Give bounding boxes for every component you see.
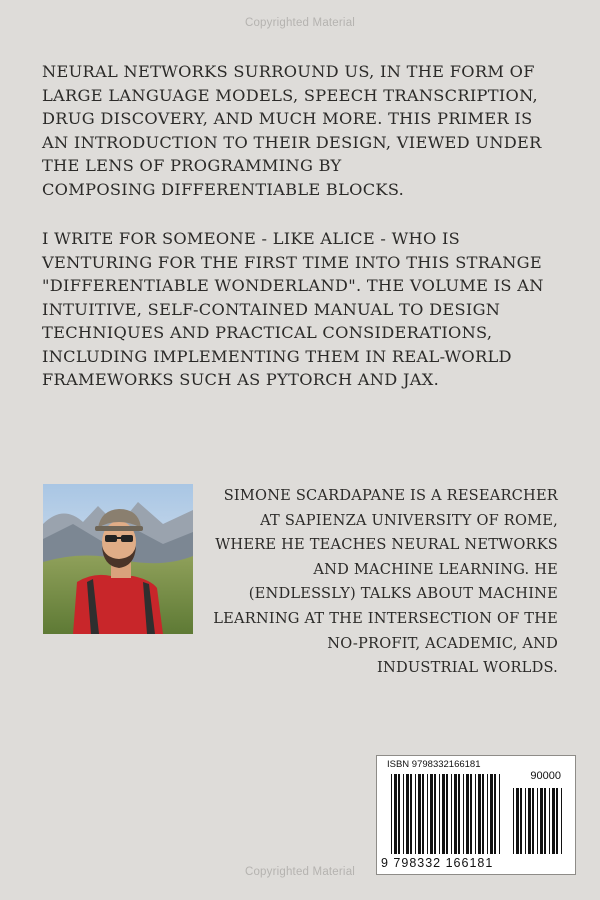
barcode-bar (475, 774, 476, 854)
barcode-bar (478, 774, 481, 854)
barcode-bar (540, 788, 543, 854)
barcode-bar (494, 774, 496, 854)
barcode-bar (490, 774, 493, 854)
barcode-bar (544, 788, 546, 854)
barcode-digits: 9 798332 166181 (381, 856, 494, 870)
isbn-label: ISBN 9798332166181 (387, 759, 481, 770)
author-bio: SIMONE SCARDAPANE IS A RESEARCHER AT SAPIENZA UNIVERSITY OF ROME, WHERE HE TEACHES NEURAL NETWORKS AND MACHINE LEARNING. HE (ENDLESSLY) TALKS ABOUT MACHINE LEARNING AT THE INTERSECTION OF THE NO-PROFIT, ACADEMIC, AND INDUSTRIAL WORLDS. (213, 487, 558, 677)
barcode-bar (487, 774, 488, 854)
barcode-bar (556, 788, 558, 854)
barcode-bar (394, 774, 397, 854)
barcode-bar (410, 774, 412, 854)
barcode-bar (549, 788, 550, 854)
barcode-bar (458, 774, 460, 854)
barcode-bar (422, 774, 424, 854)
barcode-bar (451, 774, 452, 854)
barcode-bar (406, 774, 409, 854)
watermark-bottom: Copyrighted Material (244, 866, 356, 878)
barcode-bar (499, 774, 500, 854)
barcode-bar (439, 774, 440, 854)
blurb-text-1: NEURAL NETWORKS SURROUND US, IN THE FORM OF LARGE LANGUAGE MODELS, SPEECH TRANSCRIPTION, DRUG DISCOVERY, AND MUCH MORE. THIS PRIMER IS AN INTRODUCTION TO THEIR DESIGN, VIEWED UNDER THE LENS OF PROGRAMMING BY COMPOSING DIFFERENTIABLE BLOCKS. (42, 62, 542, 199)
barcode-bar (463, 774, 464, 854)
barcode-bar (398, 774, 400, 854)
barcode-bar (532, 788, 534, 854)
barcode-bar (427, 774, 428, 854)
barcode-bar (466, 774, 469, 854)
barcode-bar (552, 788, 555, 854)
barcode-bar (415, 774, 416, 854)
barcode-bar (482, 774, 484, 854)
barcode-bar (391, 774, 392, 854)
barcode-bar (446, 774, 448, 854)
watermark-top: Copyrighted Material (244, 17, 356, 29)
barcode-bar (442, 774, 445, 854)
barcode-bar (434, 774, 436, 854)
blurb-paragraph-1 (42, 60, 572, 201)
barcode-bar (470, 774, 472, 854)
barcode-bar (537, 788, 538, 854)
barcode-bar (403, 774, 404, 854)
barcode-bar (528, 788, 531, 854)
barcode-bar (513, 788, 514, 854)
isbn-barcode (376, 755, 576, 875)
barcode-bar (561, 788, 562, 854)
barcode-bar (520, 788, 522, 854)
barcode-bars (391, 774, 567, 856)
blurb-text-2: I WRITE FOR SOMEONE - LIKE ALICE - WHO IS VENTURING FOR THE FIRST TIME INTO THIS STRANGE "DIFFERENTIABLE WONDERLAND". THE VOLUME IS AN INTUITIVE, SELF-CONTAINED MANUAL TO DESIGN TECHNIQUES AND PRACTICAL CONSIDERATIONS, INCLUDING IMPLEMENTING THEM IN REAL-WORLD FRAMEWORKS SUCH AS PYTORCH AND JAX. (42, 229, 544, 389)
price-code: 90000 (530, 770, 561, 782)
blurb-paragraph-2 (42, 227, 572, 392)
barcode-bar (430, 774, 433, 854)
barcode-bar (454, 774, 457, 854)
barcode-bar (525, 788, 526, 854)
barcode-bar (418, 774, 421, 854)
barcode-bar (516, 788, 519, 854)
author-photo (43, 484, 193, 634)
